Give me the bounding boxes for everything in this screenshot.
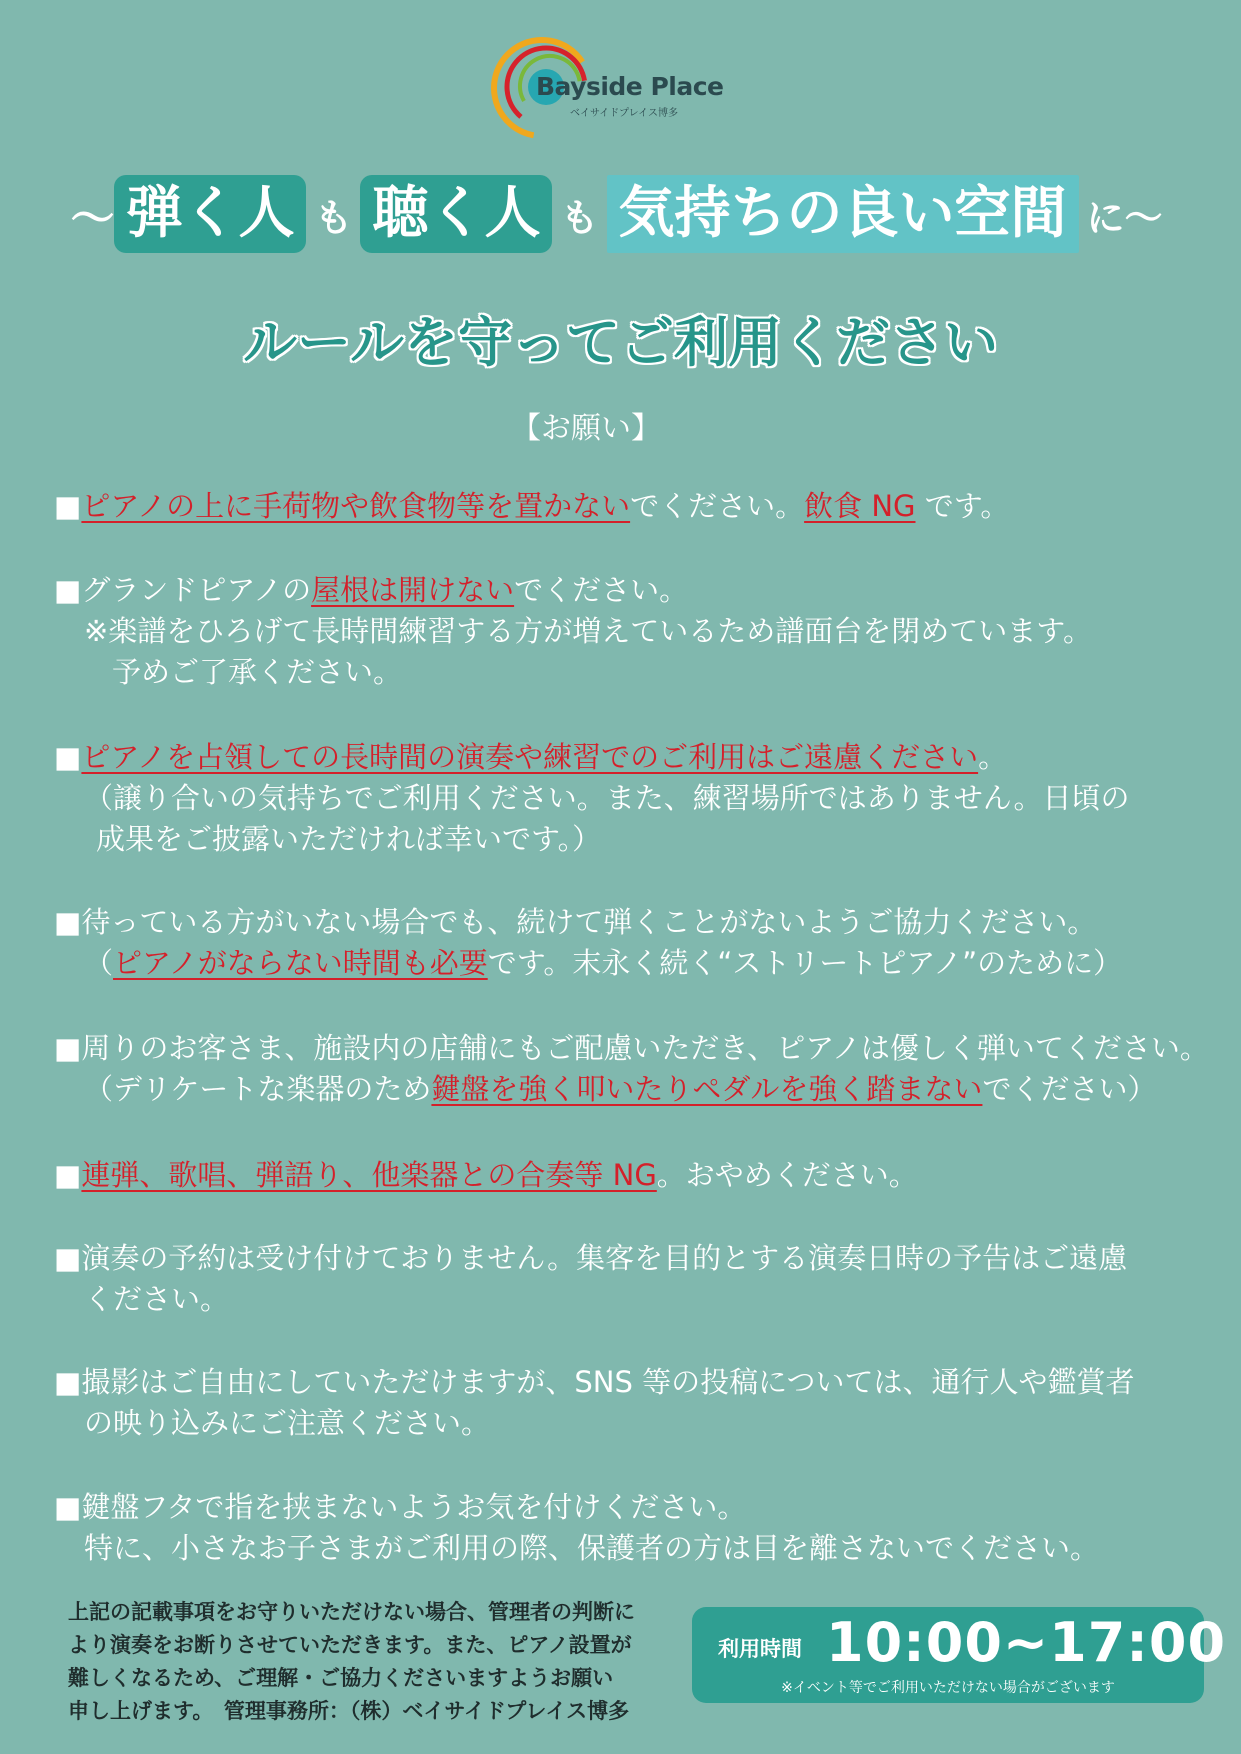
rule-line: ■グランドピアノの屋根は開けないでください。 xyxy=(54,573,689,607)
rule-line: ■ピアノの上に手荷物や飲食物等を置かないでください。飲食 NG です。 xyxy=(54,489,1010,523)
hours-time: 10:00~17:00 xyxy=(826,1611,1227,1674)
opening-hours-box xyxy=(692,1607,1227,1703)
rule-emphasis: ピアノの上に手荷物や飲食物等を置かない xyxy=(81,489,631,523)
headline-chip-listeners: 聴く人 xyxy=(360,175,552,253)
rule-item xyxy=(54,570,1092,693)
logo-subtitle: ベイサイドプレイス博多 xyxy=(570,108,678,119)
headline-chip-space: 気持ちの良い空間 xyxy=(607,175,1079,253)
rule-line-continued: の映り込みにご注意ください。 xyxy=(84,1406,491,1440)
footer-line: より演奏をお断りさせていただきます。また、ピアノ設置が xyxy=(68,1633,632,1657)
rule-line: ■撮影はご自由にしていただけますが、SNS 等の投稿については、通行人や鑑賞者 xyxy=(54,1365,1135,1399)
rule-emphasis: ピアノがならない時間も必要 xyxy=(113,946,488,980)
rule-item xyxy=(54,486,1009,527)
headline-particle: も xyxy=(314,195,353,240)
headline-chip-players: 弾く人 xyxy=(114,175,306,253)
rule-note: ※楽譜をひろげて長時間練習する方が増えているため譜面台を閉めています。 xyxy=(84,614,1092,648)
headline xyxy=(0,172,1241,256)
rule-line: ■ピアノを占領しての長時間の演奏や練習でのご利用はご遠慮ください。 xyxy=(54,740,1008,774)
rule-emphasis: 飲食 NG xyxy=(804,489,916,523)
headline-ending: に～ xyxy=(1086,195,1163,240)
rule-item xyxy=(54,1155,918,1196)
rule-emphasis: 連弾、歌唱、弾語り、他楽器との合奏等 NG xyxy=(81,1158,657,1192)
rule-line-continued: ください。 xyxy=(84,1282,230,1316)
rule-item xyxy=(54,1487,1099,1569)
rule-item xyxy=(54,1238,1127,1320)
rule-emphasis: 屋根は開けない xyxy=(311,573,515,607)
rule-note: （譲り合いの気持ちでご利用ください。また、練習場所ではありません。日頃の xyxy=(84,781,1130,815)
bayside-place-logo xyxy=(490,32,724,144)
rule-line: ■待っている方がいない場合でも、続けて弾くことがないようご協力ください。 xyxy=(54,905,1097,939)
rule-emphasis: ピアノを占領しての長時間の演奏や練習でのご利用はご遠慮ください xyxy=(81,740,979,774)
rule-note: （デリケートな楽器のため鍵盤を強く叩いたりペダルを強く踏まないでください） xyxy=(84,1072,1157,1106)
rule-emphasis: 鍵盤を強く叩いたりペダルを強く踏まない xyxy=(431,1072,983,1106)
logo-name: Bayside Place xyxy=(536,72,724,101)
footer-line: 難しくなるため、ご理解・ご協力くださいますようお願い xyxy=(68,1666,614,1690)
rule-item xyxy=(54,737,1129,860)
footer-notice xyxy=(68,1596,688,1728)
rule-note: （ピアノがならない時間も必要です。末永く続く“ストリートピアノ”のために） xyxy=(84,946,1123,980)
rule-line: ■周りのお客さま、施設内の店舗にもご配慮いただき、ピアノは優しく弾いてください。 xyxy=(54,1031,1209,1065)
rule-note: 予めご了承ください。 xyxy=(112,655,403,689)
rule-line: ■連弾、歌唱、弾語り、他楽器との合奏等 NG。おやめください。 xyxy=(54,1158,918,1192)
hours-label: 利用時間 xyxy=(718,1637,802,1661)
rule-note: 成果をご披露いただければ幸いです。） xyxy=(96,822,602,856)
hours-note: ※イベント等でご利用いただけない場合がございます xyxy=(781,1680,1115,1696)
headline-particle: も xyxy=(560,195,599,240)
footer-line: 上記の記載事項をお守りいただけない場合、管理者の判断に xyxy=(68,1600,635,1624)
footer-line: 申し上げます。 管理事務所：（株）ベイサイドプレイス博多 xyxy=(68,1699,630,1723)
rules-title: ルールを守ってご利用ください xyxy=(243,311,998,374)
rule-line: ■演奏の予約は受け付けておりません。集客を目的とする演奏日時の予告はご遠慮 xyxy=(54,1241,1128,1275)
rule-item xyxy=(54,1028,1209,1110)
rule-line-continued: 特に、小さなお子さまがご利用の際、保護者の方は目を離さないでください。 xyxy=(84,1531,1100,1565)
request-heading: 【お願い】 xyxy=(511,411,661,446)
rule-item xyxy=(54,902,1122,984)
rule-item xyxy=(54,1362,1135,1444)
rule-line: ■鍵盤フタで指を挟まないようお気を付けください。 xyxy=(54,1490,747,1524)
headline-tilde: ～ xyxy=(70,193,115,244)
